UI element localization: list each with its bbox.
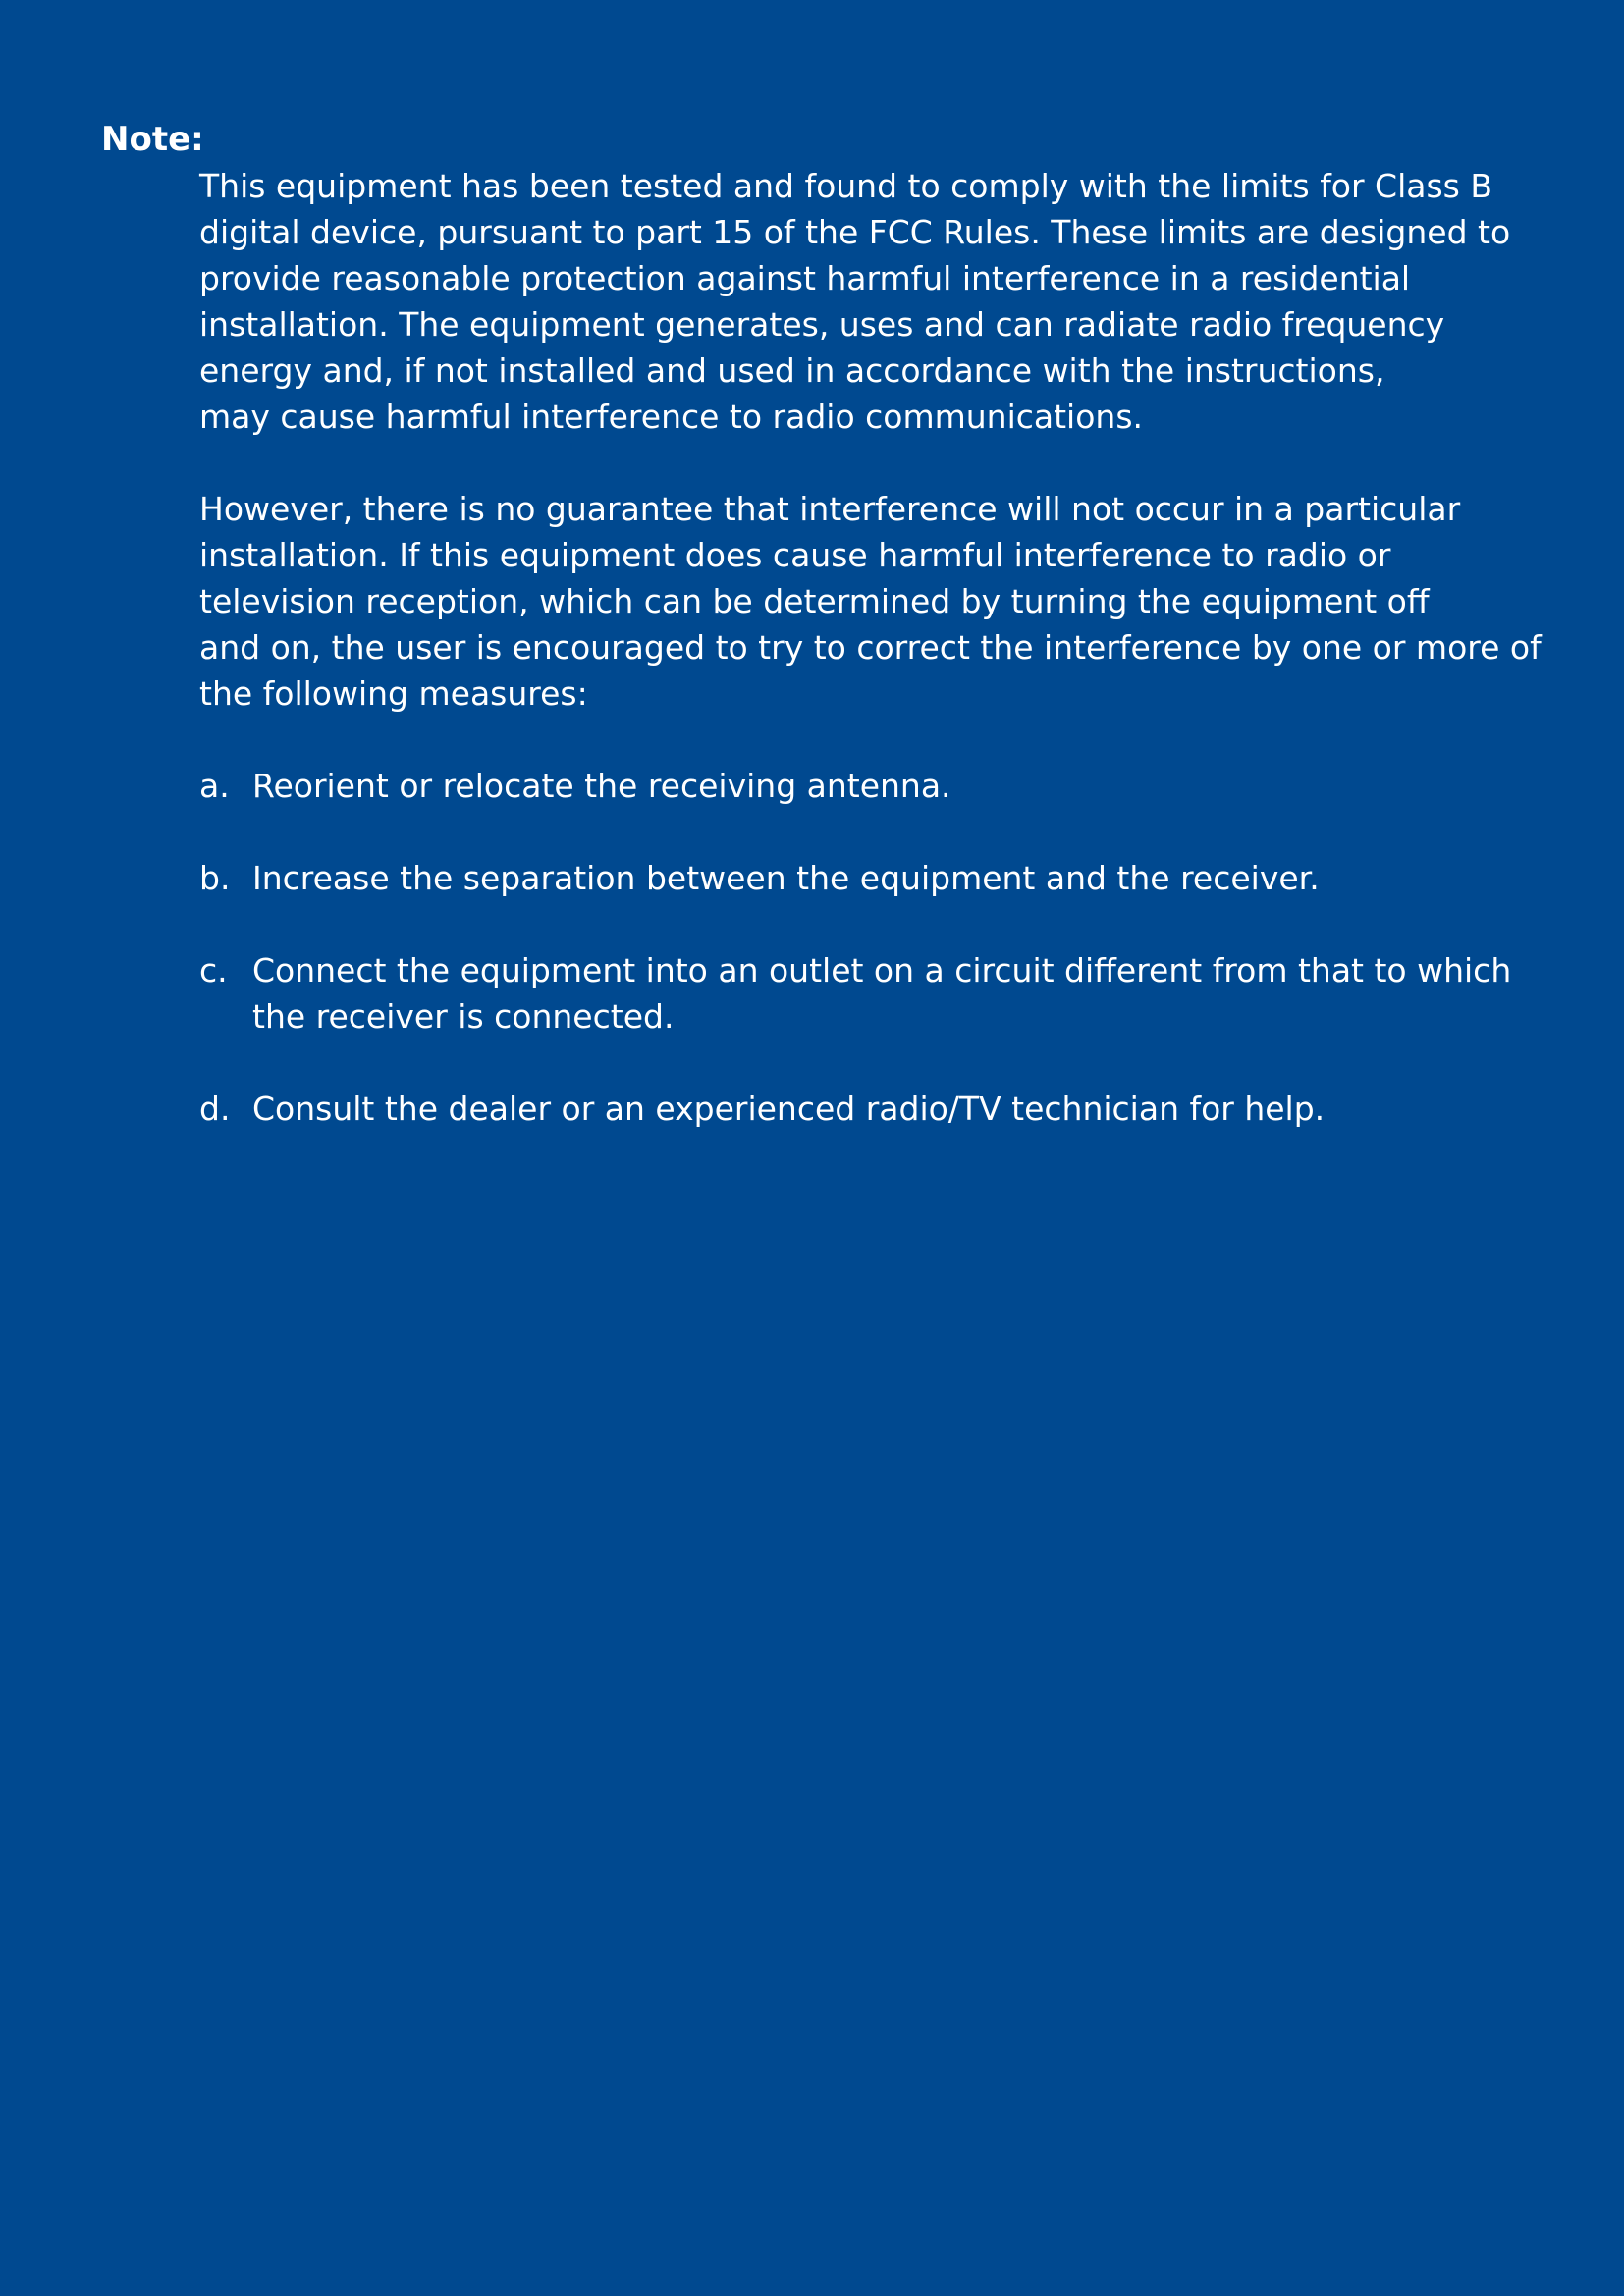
paragraph-line: However, there is no guarantee that interference will not occur in a particular (199, 490, 1461, 528)
measure-item-a (199, 763, 1525, 809)
measure-text: the receiver is connected. (252, 997, 675, 1036)
measure-letter: a. (199, 767, 230, 805)
measure-letter: b. (199, 859, 231, 897)
paragraph-line: television reception, which can be determined by turning the equipment off (199, 582, 1430, 620)
measure-text: Consult the dealer or an experienced radio/TV technician for help. (252, 1090, 1326, 1128)
measure-letter: d. (199, 1090, 231, 1128)
measure-text: Connect the equipment into an outlet on a circuit different from that to which (252, 951, 1512, 989)
paragraph-line: energy and, if not installed and used in accordance with the instructions, (199, 351, 1385, 390)
measures-list (199, 763, 1525, 1132)
measure-item-c (199, 947, 1525, 1040)
paragraph-line: provide reasonable protection against harmful interference in a residential (199, 259, 1411, 297)
measure-item-d (199, 1086, 1525, 1132)
measure-text: Reorient or relocate the receiving antenna. (252, 767, 951, 805)
measure-text: Increase the separation between the equipment and the receiver. (252, 859, 1320, 897)
paragraph-line: This equipment has been tested and found to comply with the limits for Class B (199, 167, 1493, 205)
measure-letter: c. (199, 951, 228, 989)
paragraph-line: installation. If this equipment does cause harmful interference to radio or (199, 536, 1391, 574)
paragraph-no-guarantee (199, 486, 1542, 717)
paragraph-line: installation. The equipment generates, uses and can radiate radio frequency (199, 305, 1445, 344)
paragraph-line: may cause harmful interference to radio communications. (199, 398, 1144, 436)
paragraph-line: digital device, pursuant to part 15 of the FCC Rules. These limits are designed to (199, 213, 1511, 251)
paragraph-fcc-compliance (199, 163, 1525, 440)
paragraph-line: the following measures: (199, 674, 588, 713)
measure-item-b (199, 855, 1525, 901)
paragraph-line: and on, the user is encouraged to try to correct the interference by one or more of (199, 628, 1542, 667)
note-heading: Note: (101, 120, 204, 159)
note-body (199, 163, 1542, 1178)
